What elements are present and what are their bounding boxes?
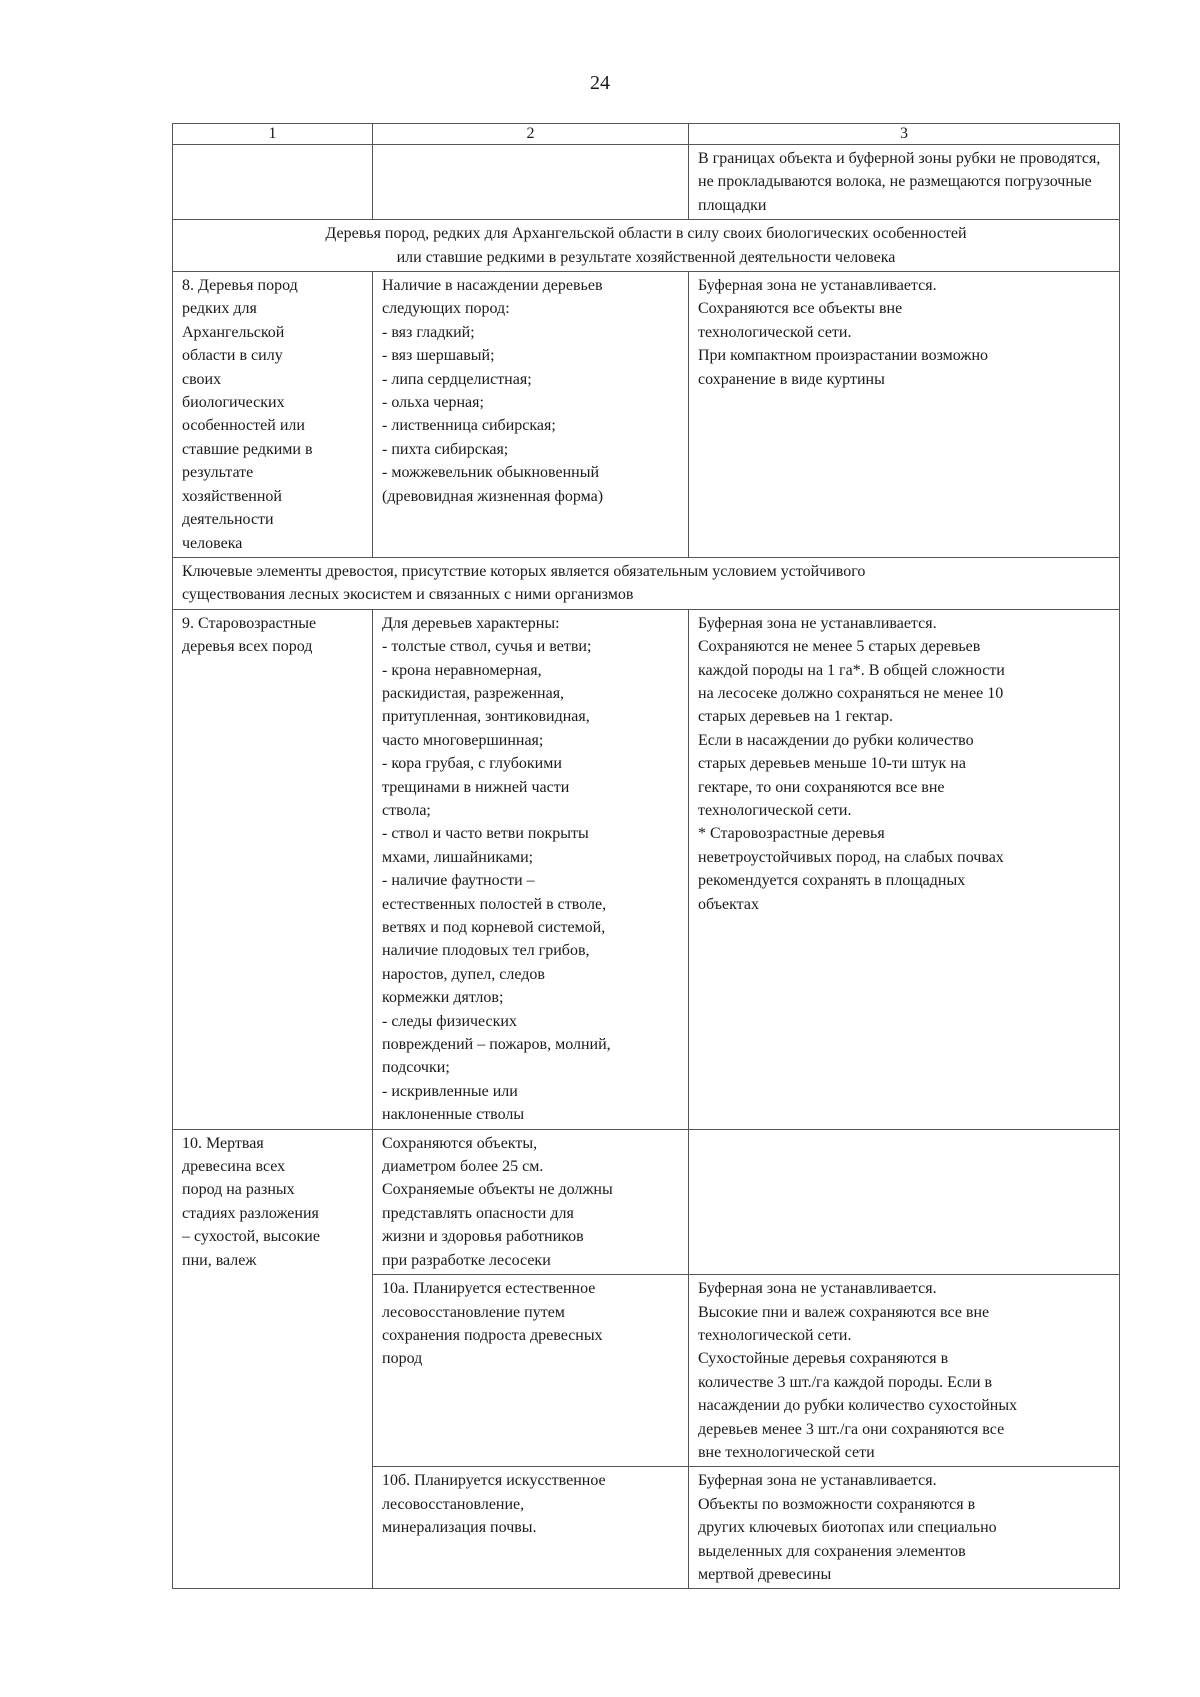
section-row-key-elements: [173, 557, 1120, 609]
table-row: [173, 145, 1120, 220]
row9-col2: Для деревьев характерны: - толстые ствол, сучья и ветви; - крона неравномерная, раскидистая, разреженная, притупленная, зонтиковидная, часто многовершинная; - кора грубая, с глубокими трещинами в нижней части ствола; - ствол и часто ветви покрыты мхами, лишайниками; - наличие фаутности – естественных полостей в стволе, ветвях и под корневой системой, наличие плодовых тел грибов, наростов, дупел, следов кормежки дятлов; - следы физических повреждений – пожаров, молний, подсочки; - искривленные или наклоненные стволы: [373, 609, 689, 1129]
column-header-2: 2: [373, 124, 689, 145]
row9-col3: Буферная зона не устанавливается. Сохраняются не менее 5 старых деревьев каждой породы на 1 га*. В общей сложности на лесосеке должно сохраняться не менее 10 старых деревьев на 1 гектар. Если в насаждении до рубки количество старых деревьев меньше 10-ти штук на гектаре, то они сохраняются все вне технологической сети. * Старовозрастные деревья неветроустойчивых пород, на слабых почвах рекомендуется сохранять в площадных объектах: [689, 609, 1120, 1129]
row8-col2: Наличие в насаждении деревьев следующих пород: - вяз гладкий; - вяз шершавый; - липа сердцелистная; - ольха черная; - лиственница сибирская; - пихта сибирская; - можжевельник обыкновенный (древовидная жизненная форма): [373, 272, 689, 558]
table-header-row: [173, 124, 1120, 145]
row10b-col2: 10б. Планируется искусственное лесовосстановление, минерализация почвы.: [373, 1467, 689, 1589]
row10-col1: 10. Мертвая древесина всех пород на разных стадиях разложения – сухостой, высокие пни, валеж: [173, 1129, 373, 1589]
row9-col1: 9. Старовозрастные деревья всех пород: [173, 609, 373, 1129]
row0-col1: [173, 145, 373, 220]
table-row: [173, 1129, 1120, 1274]
row8-col3: Буферная зона не устанавливается. Сохраняются все объекты вне технологической сети. При компактном произрастании возможно сохранение в виде куртины: [689, 272, 1120, 558]
row10b-col3: Буферная зона не устанавливается. Объекты по возможности сохраняются в других ключевых биотопах или специально выделенных для сохранения элементов мертвой древесины: [689, 1467, 1120, 1589]
section-row-rare-species: [173, 220, 1120, 272]
section-heading-key-elements: Ключевые элементы древостоя, присутствие которых является обязательным условием устойчивого существования лесных экосистем и связанных с ними организмов: [173, 557, 1120, 609]
page-number: 24: [590, 72, 610, 94]
row10-col2: Сохраняются объекты, диаметром более 25 см. Сохраняемые объекты не должны представлять опасности для жизни и здоровья работников при разработке лесосеки: [373, 1129, 689, 1274]
table-row: [173, 609, 1120, 1129]
biotope-table: [172, 123, 1120, 1589]
column-header-3: 3: [689, 124, 1120, 145]
row0-col2: [373, 145, 689, 220]
row10-col3: [689, 1129, 1120, 1274]
row10a-col3: Буферная зона не устанавливается. Высокие пни и валеж сохраняются все вне технологической сети. Сухостойные деревья сохраняются в количестве 3 шт./га каждой породы. Если в насаждении до рубки количество сухостойных деревьев менее 3 шт./га они сохраняются все вне технологической сети: [689, 1275, 1120, 1467]
row8-col1: 8. Деревья пород редких для Архангельской области в силу своих биологических особенностей или ставшие редкими в результате хозяйственной деятельности человека: [173, 272, 373, 558]
row0-col3: В границах объекта и буферной зоны рубки не проводятся, не прокладываются волока, не размещаются погрузочные площадки: [689, 145, 1120, 220]
table-row: [173, 272, 1120, 558]
column-header-1: 1: [173, 124, 373, 145]
row10a-col2: 10а. Планируется естественное лесовосстановление путем сохранения подроста древесных пород: [373, 1275, 689, 1467]
section-heading-rare-species: Деревья пород, редких для Архангельской области в силу своих биологических особенностей или ставшие редкими в результате хозяйственной деятельности человека: [173, 220, 1120, 272]
